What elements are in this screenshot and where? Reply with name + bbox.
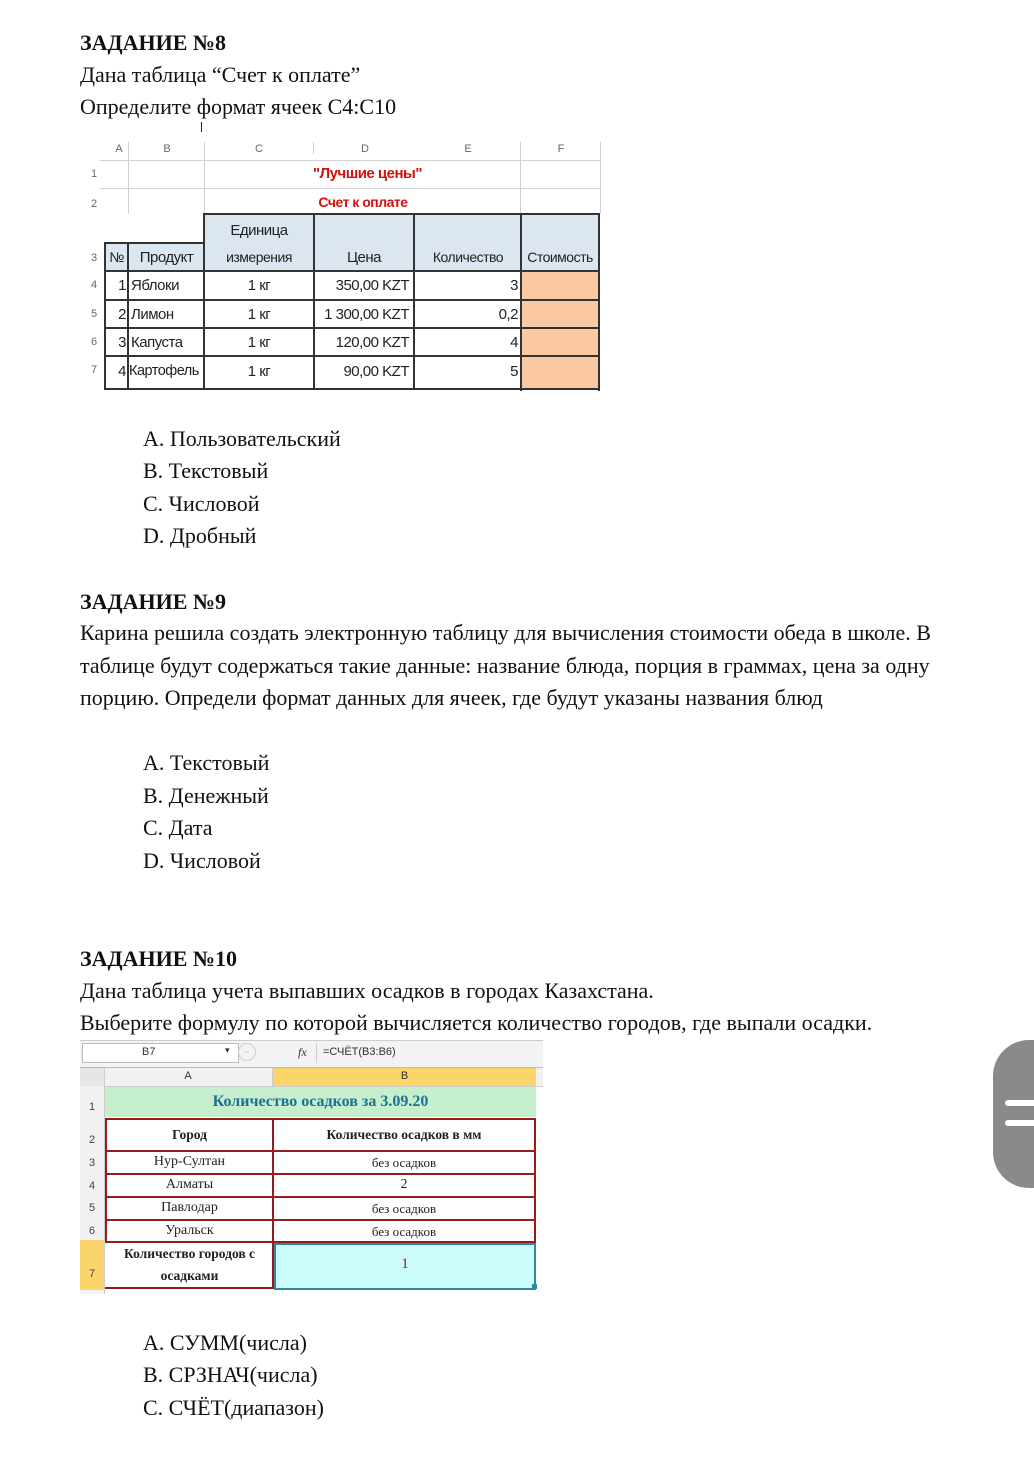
task10-line1: Дана таблица учета выпавших осадков в городах Казахстана. [80,978,654,1003]
precipitation-spreadsheet-image [80,1040,543,1294]
invoice-spreadsheet-image [80,136,602,390]
chevron-down-icon[interactable]: ▾ [225,1045,230,1055]
task9-option-a: A. Текстовый [143,750,270,775]
invoice-title-best-prices: "Лучшие цены" [313,165,422,182]
row2-unit: 1 кг [247,306,271,323]
city-cell: Нур-Султан [153,1154,226,1169]
row-number-5: 5 [90,308,98,320]
name-box[interactable] [82,1043,239,1063]
cancel-icon[interactable]: − [238,1043,256,1061]
amount-cell: без осадков [371,1201,437,1216]
precipitation-title: Количество осадков за 3.09.20 [212,1093,429,1110]
row-number-4[interactable]: 4 [88,1180,96,1192]
row2-price: 1 300,00 KZT [324,306,409,323]
row3-product: Капуста [131,334,183,351]
header-unit-line2: измерения [226,249,292,265]
col-header-f: F [557,143,565,155]
row-number-1: 1 [90,168,98,180]
header-number: № [109,249,124,265]
amount-cell: 2 [400,1177,408,1192]
col-header-d: D [361,143,369,155]
result-label-line1: Количество городов с [123,1246,256,1261]
task8-title: ЗАДАНИЕ №8 [80,30,227,55]
row4-unit: 1 кг [247,363,271,380]
task9-option-b: B. Денежный [143,783,269,808]
name-box-value: B7 [142,1046,156,1058]
task10-title: ЗАДАНИЕ №10 [80,946,238,971]
header-product: Продукт [139,249,194,266]
col-header-b: B [163,143,171,155]
row3-quantity: 4 [510,334,518,351]
fill-handle[interactable] [532,1284,537,1289]
result-label-line2: осадками [160,1268,219,1283]
col-header-a: A [115,143,123,155]
header-unit-line1: Единица [230,222,288,239]
amount-cell: без осадков [371,1224,437,1239]
header-cost: Стоимость [527,249,593,265]
city-cell: Уральск [165,1223,214,1238]
row-number-6: 6 [90,336,98,348]
row-number-2[interactable]: 2 [88,1134,96,1146]
row2-number: 2 [118,306,126,323]
fx-icon[interactable]: fx [298,1045,307,1059]
task10-option-b: B. СРЗНАЧ(числа) [143,1362,318,1387]
row1-number: 1 [118,277,126,294]
row3-price: 120,00 KZT [335,334,409,351]
task9-title: ЗАДАНИЕ №9 [80,589,227,614]
task8-option-b: B. Текстовый [143,458,269,483]
row1-price: 350,00 KZT [335,277,409,294]
cost-column-fill [522,272,598,390]
task8-line1: Дана таблица “Счет к оплате” [80,62,361,87]
task10-line2: Выберите формулу по которой вычисляется количество городов, где выпали осадки. [80,1010,873,1035]
formula-input[interactable]: =СЧЁТ(B3:B6) [323,1046,396,1058]
result-value: 1 [401,1256,409,1272]
row1-unit: 1 кг [247,277,271,294]
row4-product: Картофель [129,363,199,379]
row-number-3[interactable]: 3 [88,1157,96,1169]
row4-price: 90,00 KZT [343,363,409,380]
task8-line2: Определите формат ячеек С4:С10 [80,94,397,119]
row-number-2: 2 [90,198,98,210]
row3-number: 3 [118,334,126,351]
task10-option-c: C. СЧЁТ(диапазон) [143,1395,324,1420]
header-price: Цена [346,249,382,266]
task9-option-c: C. Дата [143,815,213,840]
invoice-subtitle: Счет к оплате [318,194,408,210]
task9-option-d: D. Числовой [143,848,261,873]
row-number-5[interactable]: 5 [88,1202,96,1214]
row1-product: Яблоки [131,277,179,294]
menu-icon-bar [1005,1100,1034,1106]
col-header-b[interactable]: B [400,1070,409,1082]
city-cell: Павлодар [161,1200,218,1215]
text-cursor [201,122,202,132]
header-precipitation: Количество осадков в мм [326,1127,482,1142]
task9-text: Карина решила создать электронную таблицу для вычисления стоимости обеда в школе. В таблице будут содержаться такие данные: название блюда, порция в граммах, цена за одну порцию. Определи формат данных для ячеек, где будут указаны названия блюд [80,620,931,710]
row-number-1[interactable]: 1 [88,1101,96,1113]
task8-option-c: C. Числовой [143,491,260,516]
row4-number: 4 [118,363,126,380]
col-header-a[interactable]: A [184,1070,192,1082]
row1-quantity: 3 [510,277,518,294]
col-header-c: C [255,143,263,155]
amount-cell: без осадков [371,1155,437,1170]
city-cell: Алматы [165,1177,214,1192]
side-panel-tab[interactable] [993,1040,1034,1188]
task8-option-a: A. Пользовательский [143,426,341,451]
row-number-6[interactable]: 6 [88,1225,96,1237]
row-number-3: 3 [90,252,98,264]
header-city: Город [172,1127,207,1142]
col-header-e: E [464,143,472,155]
row-number-4: 4 [90,279,98,291]
task8-option-d: D. Дробный [143,523,257,548]
row4-quantity: 5 [510,363,518,380]
row2-quantity: 0,2 [498,306,518,323]
row2-product: Лимон [131,306,174,323]
menu-icon-bar [1005,1120,1034,1126]
task10-option-a: A. СУММ(числа) [143,1330,307,1355]
header-quantity: Количество [432,249,504,265]
row-number-7: 7 [90,364,98,376]
row-number-7[interactable]: 7 [88,1268,96,1280]
row3-unit: 1 кг [247,334,271,351]
select-all-corner[interactable] [80,1068,104,1086]
